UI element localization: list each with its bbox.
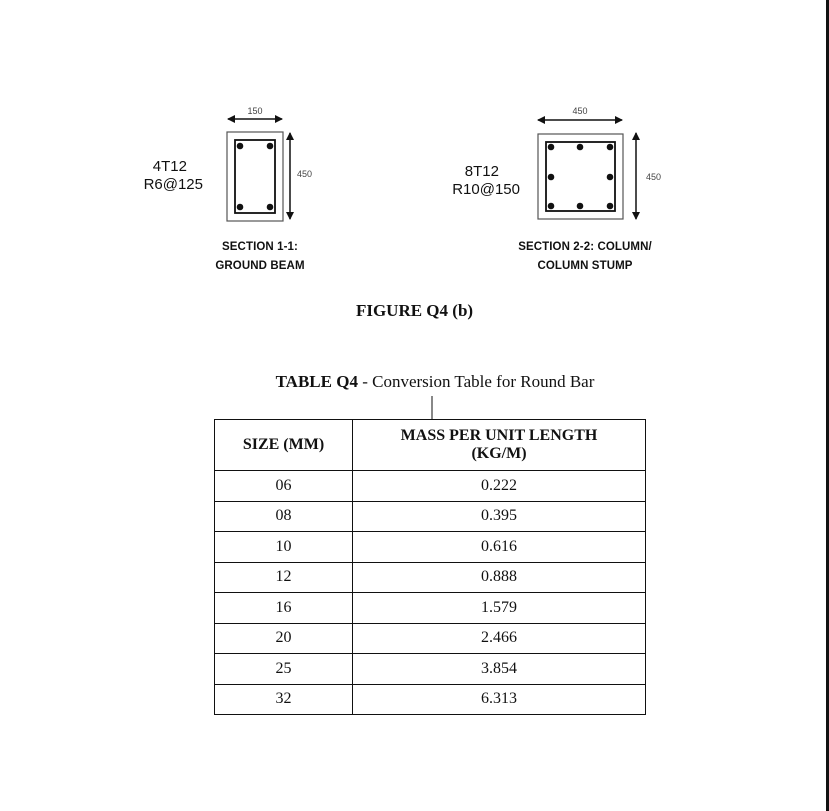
size-cell: 16 (215, 593, 353, 624)
mass-cell: 6.313 (353, 684, 646, 715)
section-1-1-drawing (227, 106, 312, 221)
links-label: R10@150 (452, 181, 520, 198)
rebar-dot (577, 203, 584, 210)
size-cell: 25 (215, 654, 353, 685)
rebar-dot (548, 203, 555, 210)
table-row (215, 532, 646, 563)
links-label: R6@125 (143, 176, 203, 193)
section-2-caption (495, 238, 675, 276)
main-bars-label: 4T12 (152, 158, 187, 175)
rebar-dot (237, 204, 244, 211)
section-2-2-drawing (538, 106, 661, 219)
size-cell: 20 (215, 623, 353, 654)
mass-column-header (353, 420, 646, 471)
section-1-caption (190, 238, 330, 276)
table-row (215, 623, 646, 654)
caption-line: COLUMN STUMP (537, 260, 633, 272)
rebar-dot (237, 143, 244, 150)
size-cell: 12 (215, 562, 353, 593)
table-row (215, 684, 646, 715)
rebar-dot (267, 143, 274, 150)
beam-link (235, 140, 275, 213)
rebar-dot (607, 174, 614, 181)
size-cell: 08 (215, 501, 353, 532)
mass-cell: 0.222 (353, 471, 646, 502)
size-cell: 06 (215, 471, 353, 502)
table-title (0, 372, 829, 392)
table-row (215, 501, 646, 532)
mass-cell: 2.466 (353, 623, 646, 654)
table-row (215, 593, 646, 624)
mass-header-line: (KG/M) (471, 445, 527, 462)
table-header-row (215, 420, 646, 471)
rebar-dot (607, 203, 614, 210)
rebar-dot (548, 144, 555, 151)
main-bars-label: 8T12 (464, 163, 499, 180)
section-1-height-dim: 450 (297, 169, 313, 179)
section-1-rebar-label (110, 158, 203, 194)
size-cell: 10 (215, 532, 353, 563)
table-row (215, 471, 646, 502)
figure-title: FIGURE Q4 (b) (355, 301, 474, 320)
table-title-rest: - Conversion Table for Round Bar (357, 372, 595, 391)
mass-cell: 0.616 (353, 532, 646, 563)
mass-cell: 1.579 (353, 593, 646, 624)
section-1-width-dim: 150 (247, 106, 263, 116)
section-2-rebar-label (425, 163, 520, 199)
column-link (546, 142, 615, 211)
table-row (215, 562, 646, 593)
section-2-height-dim: 450 (646, 172, 662, 182)
rebar-dot (577, 144, 584, 151)
table-row (215, 654, 646, 685)
size-column-header: SIZE (MM) (215, 420, 353, 471)
caption-line: SECTION 1-1: (222, 241, 298, 253)
mass-cell: 3.854 (353, 654, 646, 685)
conversion-table (214, 419, 646, 715)
mass-cell: 0.395 (353, 501, 646, 532)
rebar-dot (548, 174, 555, 181)
size-cell: 32 (215, 684, 353, 715)
mass-header-line: MASS PER UNIT LENGTH (400, 427, 598, 444)
mass-cell: 0.888 (353, 562, 646, 593)
rebar-dot (607, 144, 614, 151)
section-2-width-dim: 450 (572, 106, 588, 116)
table-title-bold: TABLE Q4 (275, 372, 358, 391)
caption-line: SECTION 2-2: COLUMN/ (518, 241, 652, 253)
caption-line: GROUND BEAM (215, 260, 305, 272)
rebar-dot (267, 204, 274, 211)
